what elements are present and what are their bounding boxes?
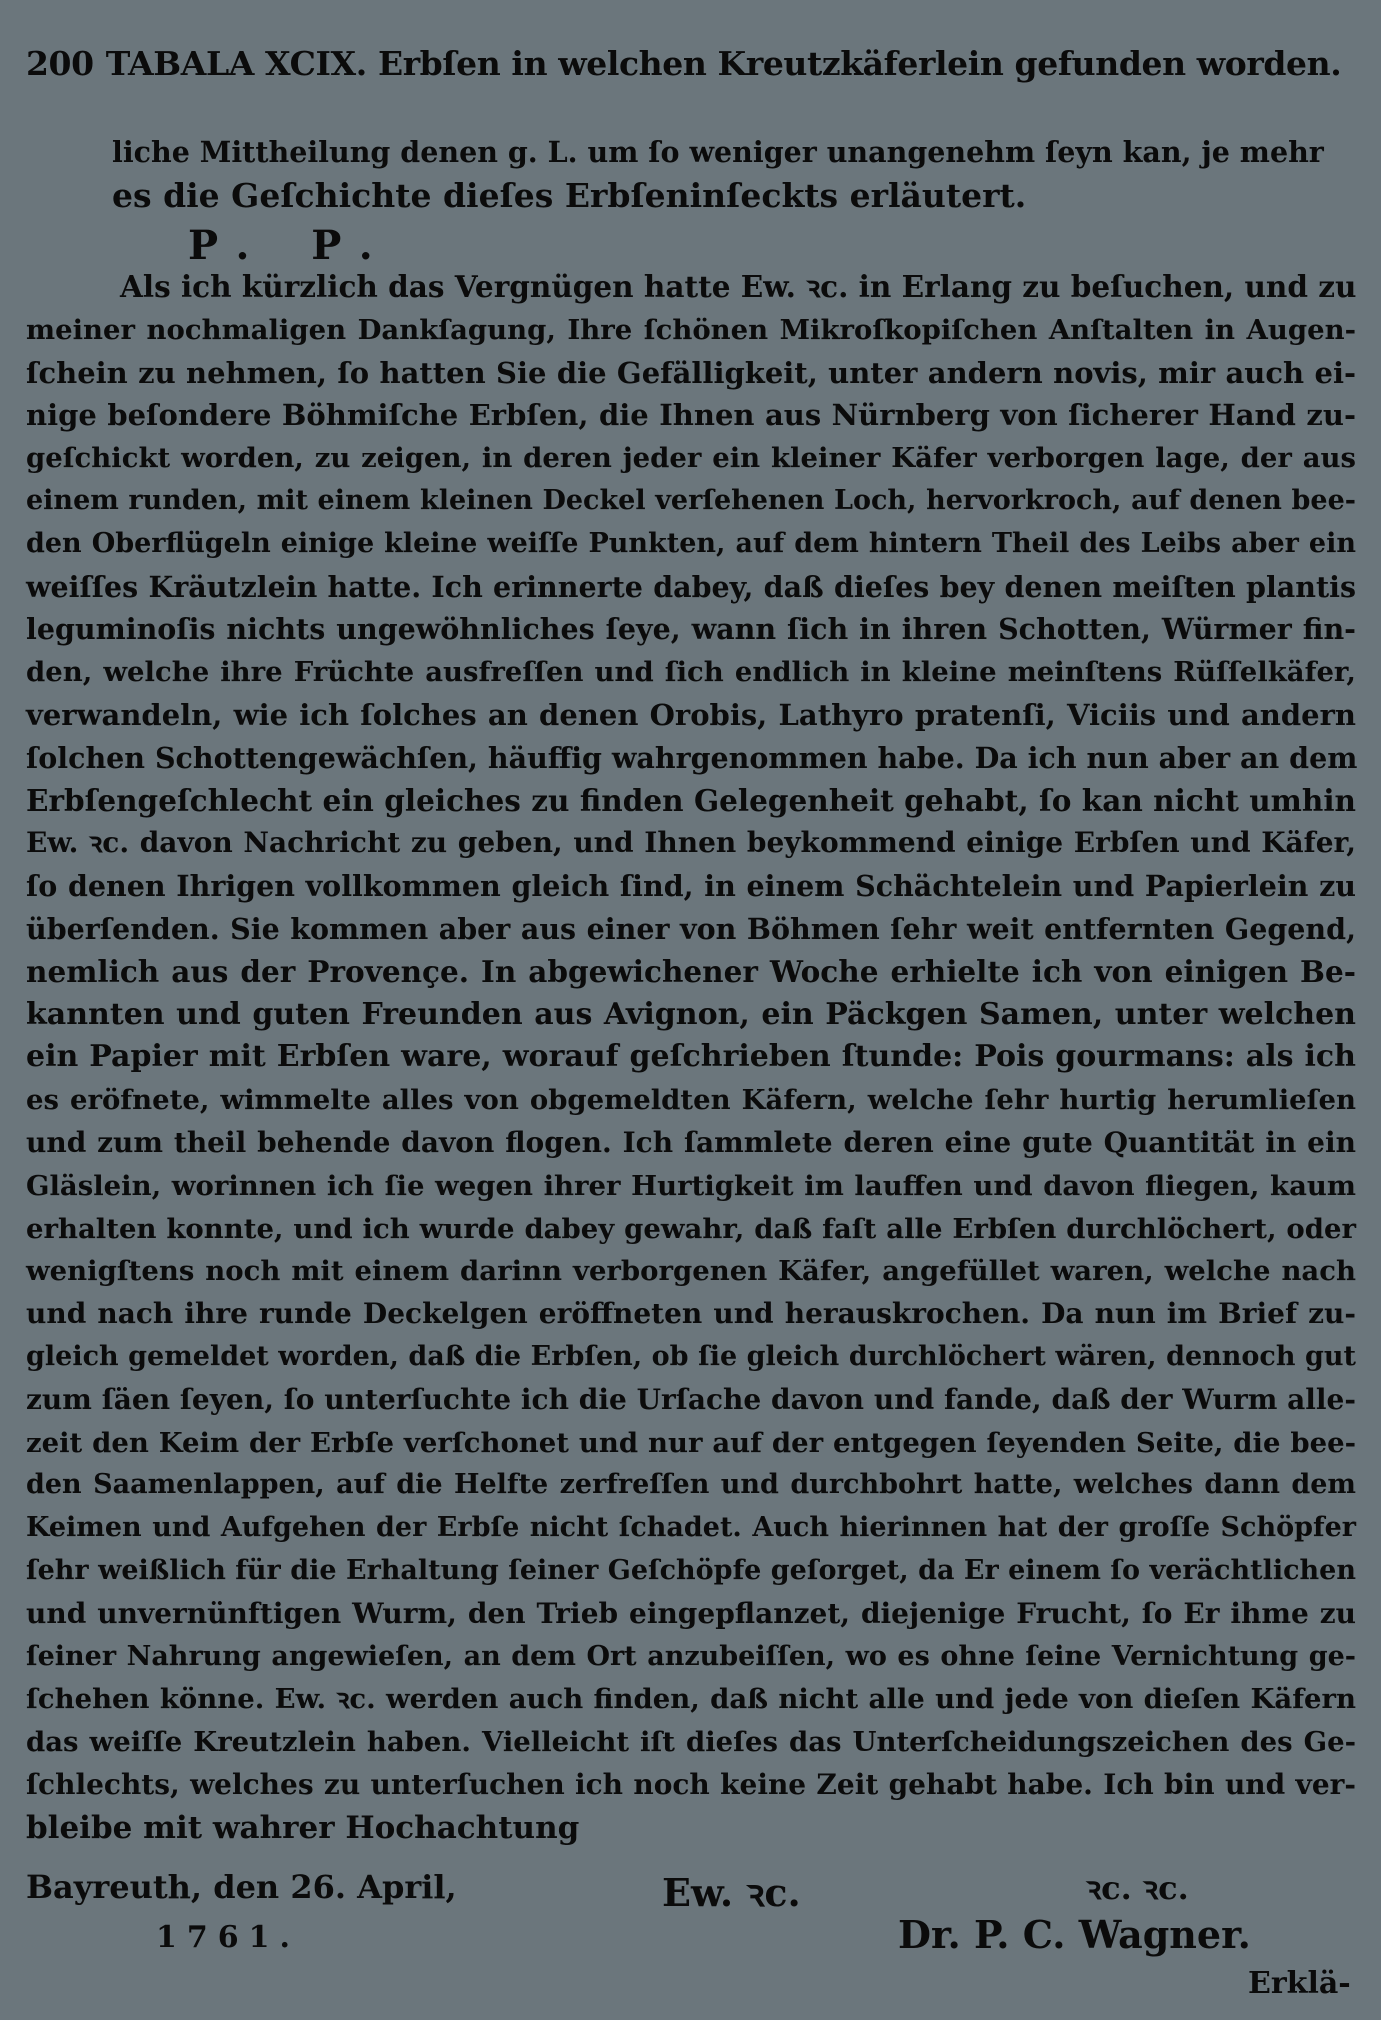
body-line: das weiſſe Kreutzlein haben. Vielleicht iſt dieſes das Unterſcheidungszeichen des Ge- bbox=[26, 1726, 1356, 1759]
catchword: Erklä- bbox=[1248, 1966, 1351, 2001]
body-line: Gläslein, worinnen ich ſie wegen ihrer Hurtigkeit im lauffen und davon fliegen, kaum bbox=[26, 1169, 1356, 1202]
body-line: ſchehen könne. Ew. ꝛc. werden auch finden, daß nicht alle und jede von dieſen Käfern bbox=[26, 1683, 1356, 1716]
body-line: weiſſes Kräutzlein hatte. Ich erinnerte dabey, daß dieſes bey denen meiſten plantis bbox=[26, 569, 1356, 604]
body-line: bleibe mit wahrer Hochachtung bbox=[26, 1809, 580, 1846]
place-date: Bayreuth, den 26. April, bbox=[26, 1868, 457, 1906]
body-line: ſeiner Nahrung angewieſen, an dem Ort anzubeiſſen, wo es ohne ſeine Vernichtung ge- bbox=[26, 1640, 1356, 1672]
body-line: leguminoſis nichts ungewöhnliches ſeye, wann ſich in ihren Schotten, Würmer fin- bbox=[26, 612, 1356, 647]
body-line: erhalten konnte, und ich wurde dabey gewahr, daß faſt alle Erbſen durchlöchert, oder bbox=[26, 1212, 1356, 1245]
body-line: Als ich kürzlich das Vergnügen hatte Ew. ꝛc. in Erlang zu beſuchen, und zu bbox=[120, 269, 1357, 304]
page-header bbox=[26, 44, 1356, 83]
body-line: überſenden. Sie kommen aber aus einer von Böhmen ſehr weit entfernten Gegend, bbox=[26, 911, 1356, 946]
intro-line: liche Mittheilung denen g. L. um ſo weniger unangenehm ſeyn kan, je mehr bbox=[112, 135, 1324, 169]
body-line: verwandeln, wie ich ſolches an denen Orobis, Lathyro pratenſi, Viciis und andern bbox=[26, 697, 1356, 732]
body-line: zeit den Keim der Erbſe verſchonet und nur auf der entgegen ſeyenden Seite, die bee- bbox=[26, 1426, 1356, 1459]
salutation: P. P. bbox=[188, 222, 397, 269]
body-line: es eröfnete, wimmelte alles von obgemeldten Käfern, welche ſehr hurtig herumlieſen bbox=[26, 1084, 1356, 1117]
etcetera: ꝛc. ꝛc. bbox=[1086, 1869, 1189, 1907]
year: 1761. bbox=[156, 1920, 300, 1955]
body-line: ein Papier mit Erbſen ware, worauf geſchrieben ſtunde: Pois gourmans: als ich bbox=[26, 1039, 1356, 1075]
page-number: 200 bbox=[26, 44, 94, 83]
body-line: ſolchen Schottengewächſen, häuffig wahrgenommen habe. Da ich nun aber an dem bbox=[26, 740, 1358, 775]
body-line: ſehr weißlich für die Erhaltung ſeiner Geſchöpfe geſorget, da Er einem ſo verächtlichen bbox=[26, 1554, 1356, 1586]
body-line: kannten und guten Freunden aus Avignon, ein Päckgen Samen, unter welchen bbox=[26, 996, 1356, 1032]
body-line: den Oberflügeln einige kleine weiſſe Punkten, auf dem hintern Theil des Leibs aber ein bbox=[26, 527, 1356, 559]
body-line: den, welche ihre Früchte ausfreſſen und ſich endlich in kleine meinſtens Rüſſelkäfer, bbox=[26, 656, 1356, 689]
page-title: TABALA XCIX. Erbſen in welchen Kreutzkäferlein gefunden worden. bbox=[105, 44, 1342, 83]
body-line: einem runden, mit einem kleinen Deckel verſehenen Loch, hervorkroch, auf denen bee- bbox=[26, 484, 1356, 516]
body-line: ſo denen Ihrigen vollkommen gleich ſind, in einem Schächtelein und Papierlein zu bbox=[26, 869, 1356, 904]
body-line: Keimen und Aufgehen der Erbſe nicht ſchadet. Auch hierinnen hat der groſſe Schöpfer bbox=[26, 1512, 1356, 1544]
intro-line: es die Geſchichte dieſes Erbſeninſeckts erläutert. bbox=[112, 176, 1027, 215]
body-line: wenigſtens noch mit einem darinn verborgenen Käfer, angefüllet waren, welche nach bbox=[26, 1255, 1356, 1288]
letter-closing bbox=[26, 1868, 1356, 2018]
address-formula: Ew. ꝛc. bbox=[662, 1870, 801, 1915]
body-line: geſchickt worden, zu zeigen, in deren jeder ein kleiner Käfer verborgen lage, der aus bbox=[26, 442, 1356, 475]
body-line: ſchlechts, welches zu unterſuchen ich noch keine Zeit gehabt habe. Ich bin und ver- bbox=[26, 1767, 1356, 1801]
body-line: ſchein zu nehmen, ſo hatten Sie die Gefälligkeit, unter andern novis, mir auch ei- bbox=[26, 355, 1356, 390]
body-line: und zum theil behende davon flogen. Ich ſammlete deren eine gute Quantität in ein bbox=[26, 1125, 1356, 1159]
body-line: meiner nochmaligen Dankſagung, Ihre ſchönen Mikroſkopiſchen Anſtalten in Augen- bbox=[26, 313, 1356, 346]
signature: Dr. P. C. Wagner. bbox=[898, 1912, 1251, 1957]
body-line: nige beſondere Böhmiſche Erbſen, die Ihnen aus Nürnberg von ſicherer Hand zu- bbox=[26, 398, 1356, 433]
body-line: Ew. ꝛc. davon Nachricht zu geben, und Ihnen beykommend einige Erbſen und Käfer, bbox=[26, 826, 1356, 860]
body-line: nemlich aus der Provençe. In abgewichener Woche erhielte ich von einigen Be- bbox=[26, 953, 1356, 989]
intro-paragraph bbox=[112, 130, 1332, 218]
body-line: Erbſengeſchlecht ein gleiches zu finden Gelegenheit gehabt, ſo kan nicht umhin bbox=[26, 782, 1356, 818]
body-line: und nach ihre runde Deckelgen eröffneten und herauskrochen. Da nun im Brief zu- bbox=[26, 1297, 1356, 1331]
letter-body bbox=[26, 266, 1356, 1849]
body-line: den Saamenlappen, auf die Helfte zerfreſſen und durchbohrt hatte, welches dann dem bbox=[26, 1469, 1356, 1501]
body-line: und unvernünftigen Wurm, den Trieb eingepflanzet, diejenige Frucht, ſo Er ihme zu bbox=[26, 1596, 1356, 1630]
body-line: gleich gemeldet worden, daß die Erbſen, ob ſie gleich durchlöchert wären, dennoch gut bbox=[26, 1340, 1356, 1372]
body-line: zum ſäen ſeyen, ſo unterſuchte ich die Urſache davon und fande, daß der Wurm alle- bbox=[26, 1382, 1356, 1416]
